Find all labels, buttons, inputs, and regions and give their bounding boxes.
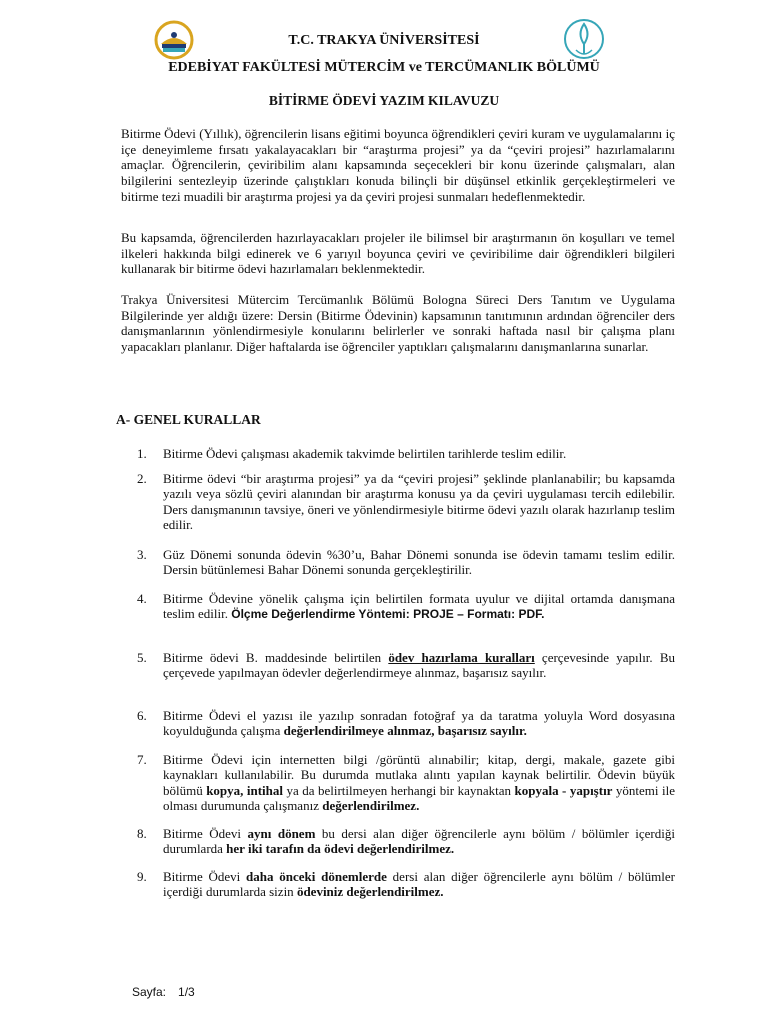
rule-text-bold: kopyala - yapıştır [514,782,613,798]
rule-text [163,446,675,461]
rule-item-5 [137,650,675,681]
rule-item-3 [137,547,675,578]
rule-item-7 [137,752,675,814]
rule-text-segment: Bitirme Ödevine yönelik çalışma için belirtilen formata uyulur ve dijital ortamda danışmana teslim edilir. [163,591,675,622]
rule-text-segment: Bitirme Ödevi [163,869,247,884]
rule-text [163,650,675,681]
rule-text-segment: Bitirme Ödevi [163,826,248,841]
rule-text [163,471,675,533]
rule-text-segment: bu dersi alan diğer öğrencilerle aynı bölüm / bölümler içerdiği durumlarda [163,826,675,857]
rule-item-2 [137,471,675,533]
rule-text-segment: ya da belirtilmeyen herhangi bir kaynaktan [283,782,515,798]
rule-number: 2. [137,471,147,486]
rule-text-segment: yöntemi ile olması durumunda çalışmanız [163,782,675,814]
rule-text [163,547,675,578]
department-title: EDEBİYAT FAKÜLTESİ MÜTERCİM ve TERCÜMANLIK BÖLÜMÜ [168,60,600,75]
intro-paragraph-2: Bu kapsamda, öğrencilerden hazırlayacakları projeler ile bilimsel bir araştırmanın ön koşulları ve temel ilkeleri hakkında bilgi edinerek ve 6 yarıyıl boyunca çeviri ve çeviribilime dair öğrendikleri bilgileri kullanarak bir bitirme ödevi hazırlamaları beklenmektedir. [121,230,675,277]
rule-text [163,591,675,623]
rule-number: 3. [137,547,147,562]
rule-text-bold: kopya, intihal [206,782,284,798]
rule-text-segment: Bitirme Ödevi çalışması akademik takvimde belirtilen tarihlerde teslim edilir. [163,446,567,461]
page-footer [132,985,195,999]
rule-item-8 [137,826,675,857]
rule-number: 7. [137,752,147,767]
rule-text-segment: Güz Dönemi sonunda ödevin %30’u, Bahar Dönemi sonunda ise ödevin tamamı teslim edilir. Dersin bütünlemesi Bahar Dönemi sonunda gerçekleştirilir. [163,547,675,578]
rule-text-segment: Bitirme Ödevi el yazısı ile yazılıp sonradan fotoğraf ya da taratma yoluyla Word dosyasına koyulduğunda çalışma [163,708,675,739]
document-title: BİTİRME ÖDEVİ YAZIM KILAVUZU [268,93,500,108]
rule-text-bold: ödeviniz değerlendirilmez. [296,884,444,900]
rule-text-bold: daha önceki dönemlerde [246,869,387,884]
rule-text-segment: Bitirme ödevi “bir araştırma projesi” ya da “çeviri projesi” şeklinde planlanabilir; bu kapsamda yazılı veya sözlü çeviri alanından bir araştırma konusu ya da çeviri uygulaması tercih edilebilir. Ders danışmanının tavsiye, öneri ve yönlendirmesiyle bitirme ödevi yazılı olarak hazırlanıp teslim edilir. [163,471,675,533]
rule-text [163,708,675,739]
rule-item-9 [137,869,675,900]
rule-text [163,826,675,857]
rule-number: 1. [137,446,147,461]
rule-text-bold: her iki tarafın da ödevi değerlendirilmez. [226,841,455,857]
section-title-general-rules: A- GENEL KURALLAR [116,412,261,427]
rule-text-bold: değerlendirilmeye alınmaz, başarısız sayılır. [283,723,527,739]
rule-text-segment: dersi alan diğer öğrencilerle aynı bölüm / bölümler içerdiği durumlarda sizin [163,869,675,900]
rule-number: 6. [137,708,147,723]
university-title: T.C. TRAKYA ÜNİVERSİTESİ [288,33,480,48]
rule-number: 5. [137,650,147,665]
intro-paragraph-1: Bitirme Ödevi (Yıllık), öğrencilerin lisans eğitimi boyunca öğrendikleri çeviri kuram ve uygulamalarını iç içe deneyimleme fırsatı yakalayacakları bir “araştırma projesi” ya da “çeviri projesi” hazırlamalarını amaçlar. Öğrencilerin, çeviribilim alanı kapsamında seçecekleri bir konu üzerinde çalışmaları, alan bilgilerini sentezleyip üzerinde çalıştıkları konuda bilinçli bir düşünsel etkinlik gerçekleştirmeleri ve bitirme tezi muadili bir araştırma projesi ya da çeviri projesi sunmaları hedeflenmektedir. [121,126,675,204]
rule-number: 9. [137,869,147,884]
rule-text-bold-underline: ödev hazırlama kuralları [388,650,535,665]
rule-text-bold: değerlendirilmez. [322,798,420,814]
intro-paragraph-3: Trakya Üniversitesi Mütercim Tercümanlık Bölümü Bologna Süreci Ders Tanıtım ve Uygulama Bilgilerinde yer aldığı üzere: Dersin (Bitirme Ödevinin) kapsamının tanıtımının ardından öğrenciler ders danışmanlarının yönlendirmesiyle konularını belirlerler ve sonraki haftada nasıl bir çalışma planı yapacakları planlanır. Diğer haftalarda ise öğrenciler yaptıkları çalışmalarını danışmanlarına sunarlar. [121,292,675,355]
rule-number: 8. [137,826,147,841]
rule-item-4 [137,591,675,623]
rule-text [163,752,675,814]
rule-item-1 [137,446,675,461]
rule-text [163,869,675,900]
rule-text-bold: aynı dönem [247,826,316,841]
rule-text-segment: Bitirme Ödevi için internetten bilgi /görüntü alınabilir; kitap, dergi, makale, gazete gibi kaynakları kullanılabilir. Bu durumda mutlaka alıntı yapılan kaynak belirtilir. Ödevin büyük bölümü [163,752,675,798]
page-label: Sayfa: [132,985,167,999]
rule-number: 4. [137,591,147,606]
rule-text-segment: çerçevesinde yapılır. Bu çerçevede yapılmayan ödevler değerlendirmeye alınmaz, başarısız sayılır. [163,650,675,681]
page-number: 1/3 [178,985,195,999]
rule-text-bold: Ölçme Değerlendirme Yöntemi: PROJE – Formatı: PDF. [231,607,545,622]
rule-item-6 [137,708,675,739]
rule-text-segment: Bitirme ödevi B. maddesinde belirtilen [163,650,389,665]
